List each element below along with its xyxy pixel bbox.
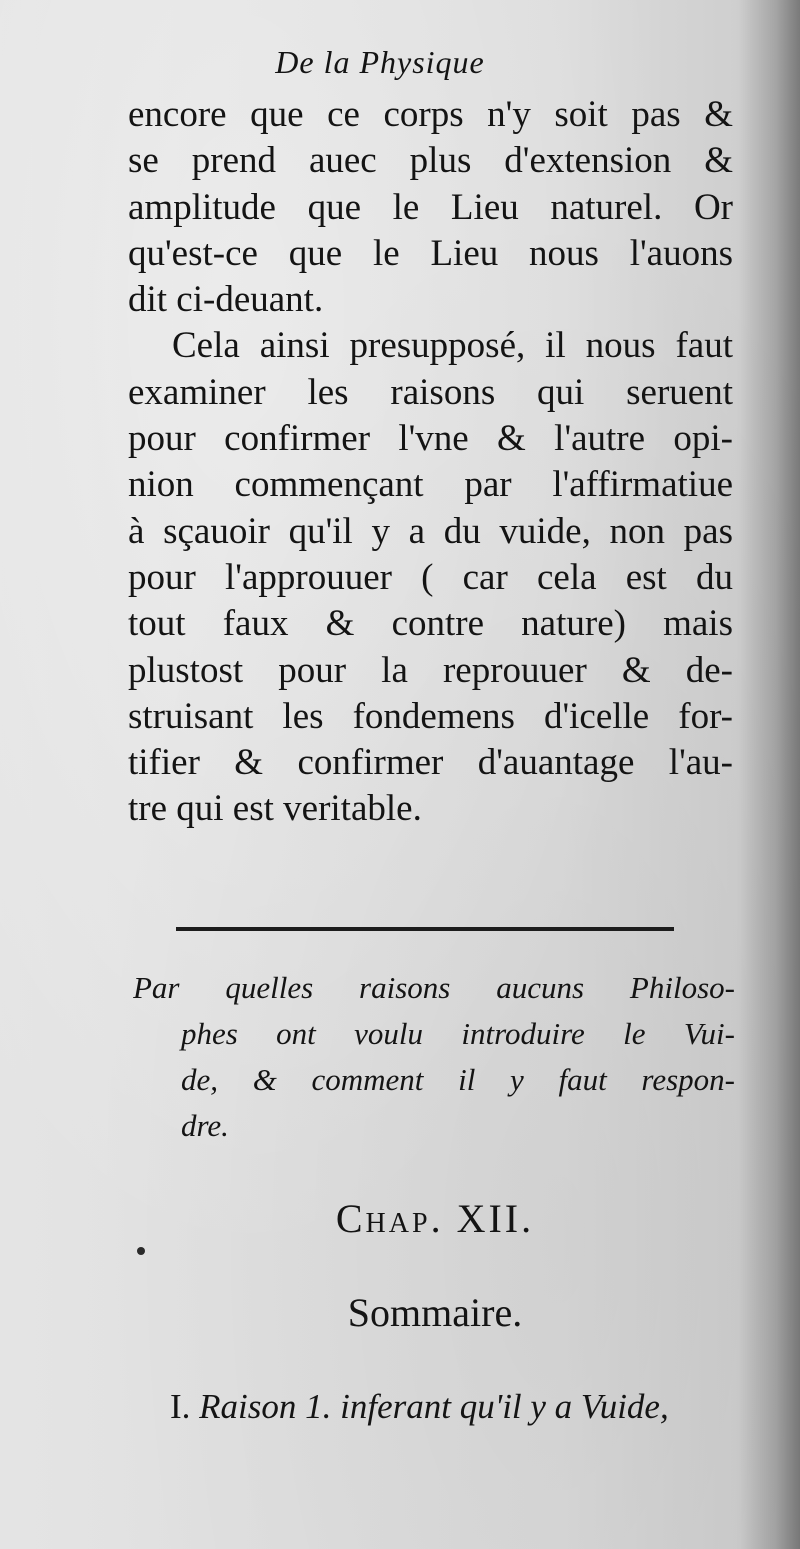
- body-paragraphs: [128, 92, 733, 833]
- body-line: tifier & confirmer d'auantage l'au-: [128, 742, 733, 784]
- running-head: De la Physique: [275, 44, 485, 80]
- body-line: tout faux & contre nature) mais: [128, 603, 733, 645]
- chapter-number: [0, 1195, 800, 1242]
- summary-heading: Sommaire.: [347, 1290, 523, 1335]
- body-line: qu'est-ce que le Lieu nous l'auons: [128, 232, 733, 274]
- chapter-label: Chap.: [335, 1196, 444, 1241]
- body-line: examiner les raisons qui seruent: [128, 371, 733, 413]
- body-line: struisant les fondemens d'icelle for-: [128, 695, 733, 737]
- body-line: dit ci-deuant.: [128, 279, 324, 321]
- chapter-title: [133, 965, 735, 1149]
- ink-speck: [137, 1247, 145, 1255]
- body-line: tre qui est veritable.: [128, 788, 422, 830]
- chapter-title-line: dre.: [181, 1108, 229, 1143]
- summary-entry-numeral: I.: [170, 1387, 191, 1426]
- body-line: encore que ce corps n'y soit pas &: [128, 94, 733, 135]
- summary-first-entry: [170, 1387, 740, 1427]
- body-line: à sçauoir qu'il y a du vuide, non pas: [128, 510, 733, 552]
- section-divider-rule: [176, 927, 674, 931]
- chapter-title-line: de, & comment il y faut respon-: [181, 1062, 735, 1097]
- chapter-title-line: Par quelles raisons aucuns Philoso-: [133, 970, 735, 1005]
- chapter-numeral: XII.: [456, 1196, 535, 1241]
- body-line-paragraph-start: Cela ainsi presupposé, il nous faut: [172, 325, 733, 367]
- body-line: plustost pour la reprouuer & de-: [128, 649, 733, 691]
- summary-entry-text: Raison 1. inferant qu'il y a Vuide,: [199, 1387, 669, 1426]
- chapter-title-line: phes ont voulu introduire le Vui-: [181, 1016, 735, 1051]
- body-line: se prend auec plus d'extension &: [128, 140, 733, 182]
- body-line: pour confirmer l'vne & l'autre opi-: [128, 418, 733, 460]
- body-line: nion commençant par l'affirmatiue: [128, 464, 733, 506]
- body-line: amplitude que le Lieu naturel. Or: [128, 186, 733, 228]
- body-line: pour l'approuuer ( car cela est du: [128, 556, 733, 598]
